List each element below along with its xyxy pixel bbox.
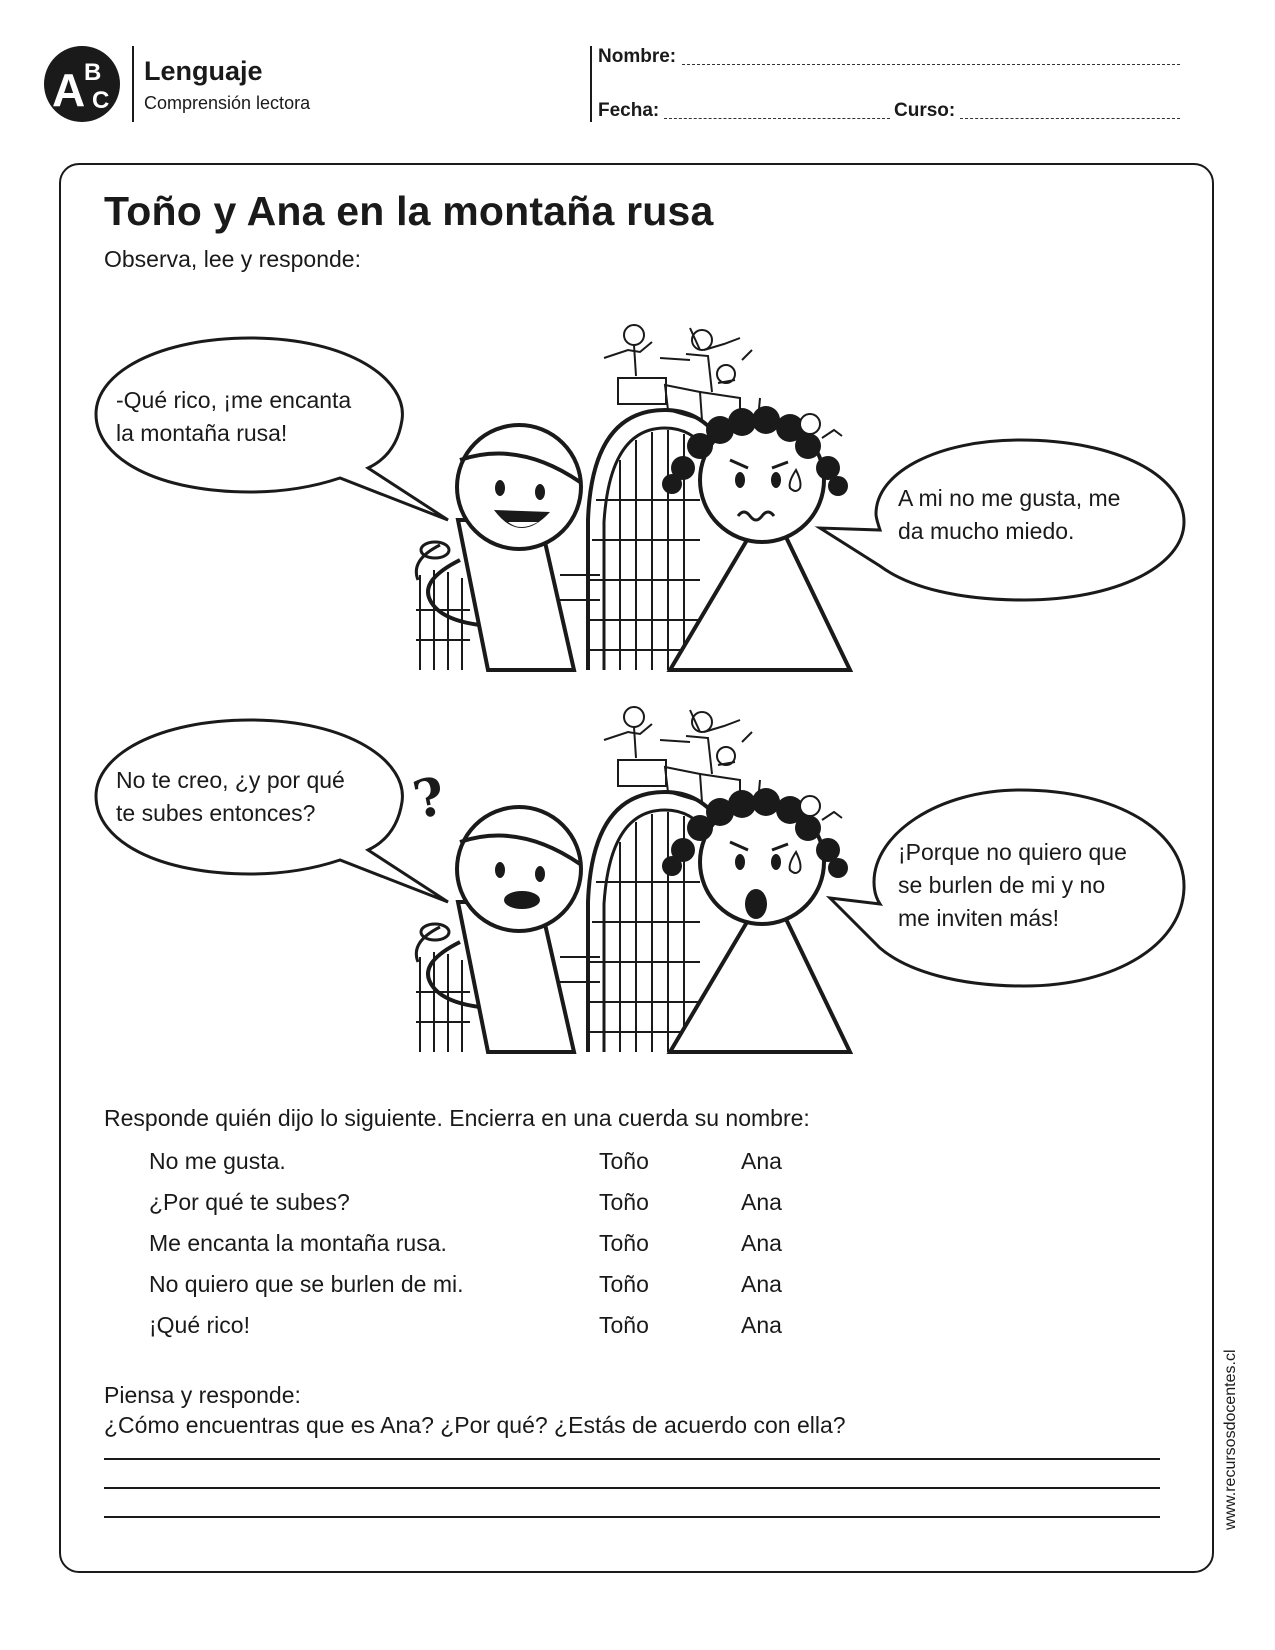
- questions-table: [0, 1148, 1275, 1358]
- subject-subtitle: Comprensión lectora: [144, 93, 311, 113]
- question-row: [0, 1271, 1275, 1311]
- ana-speech-2-line-3: me inviten más!: [898, 905, 1060, 931]
- option-ana[interactable]: Ana: [741, 1271, 782, 1297]
- ana-speech-2-line-2: se burlen de mi y no: [898, 872, 1106, 898]
- date-label: Fecha:: [598, 100, 660, 121]
- source-watermark: www.recursosdocentes.cl: [1222, 1349, 1239, 1530]
- option-ana[interactable]: Ana: [741, 1189, 782, 1215]
- question-text: ¡Qué rico!: [149, 1312, 250, 1338]
- question-row: [0, 1189, 1275, 1229]
- ana-speech-2-line-1: ¡Porque no quiero que: [898, 839, 1127, 865]
- tono-speech-2-line-1: No te creo, ¿y por qué: [116, 767, 345, 793]
- ana-speech-1: [898, 482, 1120, 548]
- option-tono[interactable]: Toño: [599, 1148, 649, 1174]
- course-label: Curso:: [894, 100, 956, 121]
- worksheet-title: Toño y Ana en la montaña rusa: [104, 188, 714, 234]
- tono-speech-1-line-1: -Qué rico, ¡me encanta: [116, 387, 352, 413]
- question-text: ¿Por qué te subes?: [149, 1189, 350, 1215]
- option-tono[interactable]: Toño: [599, 1271, 649, 1297]
- subject-title: Lenguaje: [144, 56, 263, 86]
- logo-letter-c: C: [92, 87, 110, 114]
- reflection-question: ¿Cómo encuentras que es Ana? ¿Por qué? ¿Estás de acuerdo con ella?: [104, 1412, 846, 1438]
- answer-line-1[interactable]: [104, 1458, 1160, 1460]
- ana-speech-1-line-2: da mucho miedo.: [898, 518, 1075, 544]
- option-ana[interactable]: Ana: [741, 1312, 782, 1338]
- question-text: No quiero que se burlen de mi.: [149, 1271, 464, 1297]
- answer-line-2[interactable]: [104, 1487, 1160, 1489]
- option-ana[interactable]: Ana: [741, 1148, 782, 1174]
- reflection-title: Piensa y responde:: [104, 1382, 301, 1408]
- option-tono[interactable]: Toño: [599, 1189, 649, 1215]
- option-tono[interactable]: Toño: [599, 1312, 649, 1338]
- question-row: [0, 1148, 1275, 1188]
- option-ana[interactable]: Ana: [741, 1230, 782, 1256]
- ana-speech-1-line-1: A mi no me gusta, me: [898, 485, 1121, 511]
- name-label: Nombre:: [598, 46, 677, 67]
- answer-line-3[interactable]: [104, 1516, 1160, 1518]
- logo-letter-a: A: [52, 64, 86, 116]
- tono-speech-1: [116, 384, 351, 450]
- question-text: No me gusta.: [149, 1148, 286, 1174]
- question-text: Me encanta la montaña rusa.: [149, 1230, 447, 1256]
- tono-speech-2-line-2: te subes entonces?: [116, 800, 316, 826]
- option-tono[interactable]: Toño: [599, 1230, 649, 1256]
- question-row: [0, 1230, 1275, 1270]
- question-mark: ?: [407, 765, 451, 832]
- logo-letter-b: B: [84, 59, 102, 86]
- questions-instruction: Responde quién dijo lo siguiente. Encierra en una cuerda su nombre:: [104, 1105, 810, 1131]
- tono-speech-1-line-2: la montaña rusa!: [116, 420, 288, 446]
- ana-speech-2: [898, 836, 1127, 935]
- tono-speech-2: [116, 764, 345, 830]
- worksheet-instruction: Observa, lee y responde:: [104, 246, 361, 272]
- question-row: [0, 1312, 1275, 1352]
